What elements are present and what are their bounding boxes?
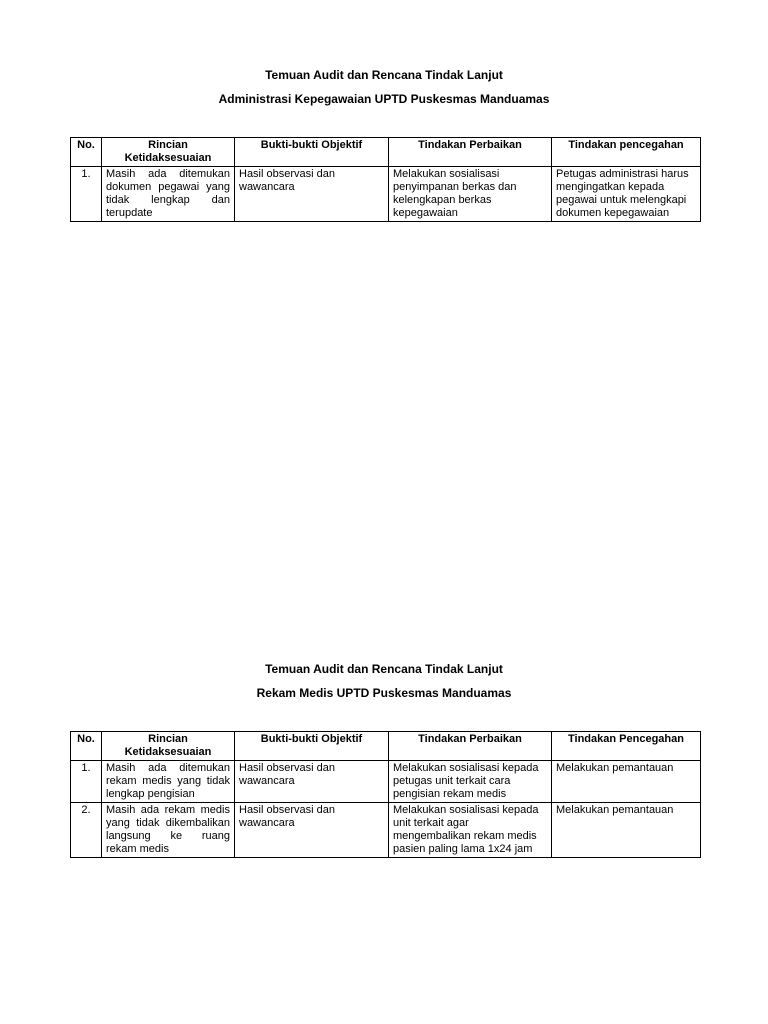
cell-no: 1.	[71, 167, 102, 222]
table-row	[71, 761, 701, 803]
table-header-row	[71, 732, 701, 761]
cell-bukti: Hasil observasi dan wawancara	[235, 803, 389, 858]
cell-perbaikan: Melakukan sosialisasi kepada petugas unit terkait cara pengisian rekam medis	[389, 761, 552, 803]
header-bukti: Bukti-bukti Objektif	[235, 138, 389, 167]
table-header-row	[71, 138, 701, 167]
header-bukti: Bukti-bukti Objektif	[235, 732, 389, 761]
cell-no: 1.	[71, 761, 102, 803]
cell-rincian: Masih ada ditemukan dokumen pegawai yang tidak lengkap dan terupdate	[102, 167, 235, 222]
table-row	[71, 803, 701, 858]
header-pencegahan: Tindakan pencegahan	[552, 138, 701, 167]
header-perbaikan: Tindakan Perbaikan	[389, 732, 552, 761]
cell-bukti: Hasil observasi dan wawancara	[235, 167, 389, 222]
header-rincian: Rincian Ketidaksesuaian	[102, 732, 235, 761]
audit-section-kepegawaian	[0, 68, 768, 219]
cell-perbaikan: Melakukan sosialisasi penyimpanan berkas dan kelengkapan berkas kepegawaian	[389, 167, 552, 222]
cell-rincian: Masih ada ditemukan rekam medis yang tidak lengkap pengisian	[102, 761, 235, 803]
audit-section-rekam-medis	[0, 662, 768, 855]
table-row	[71, 167, 701, 222]
cell-bukti: Hasil observasi dan wawancara	[235, 761, 389, 803]
header-rincian: Rincian Ketidaksesuaian	[102, 138, 235, 167]
section-title: Temuan Audit dan Rencana Tindak Lanjut	[265, 662, 503, 676]
header-perbaikan: Tindakan Perbaikan	[389, 138, 552, 167]
cell-pencegahan: Melakukan pemantauan	[552, 803, 701, 858]
audit-table	[70, 731, 701, 858]
section-subtitle: Rekam Medis UPTD Puskesmas Manduamas	[256, 686, 512, 700]
audit-table	[70, 137, 701, 222]
header-no: No.	[71, 732, 102, 761]
cell-perbaikan: Melakukan sosialisasi kepada unit terkait agar mengembalikan rekam medis pasien paling lama 1x24 jam	[389, 803, 552, 858]
cell-rincian: Masih ada rekam medis yang tidak dikembalikan langsung ke ruang rekam medis	[102, 803, 235, 858]
section-subtitle: Administrasi Kepegawaian UPTD Puskesmas Manduamas	[218, 92, 550, 106]
header-no: No.	[71, 138, 102, 167]
cell-no: 2.	[71, 803, 102, 858]
cell-pencegahan: Petugas administrasi harus mengingatkan kepada pegawai untuk melengkapi dokumen kepegawaian	[552, 167, 701, 222]
header-pencegahan: Tindakan Pencegahan	[552, 732, 701, 761]
cell-pencegahan: Melakukan pemantauan	[552, 761, 701, 803]
section-title: Temuan Audit dan Rencana Tindak Lanjut	[265, 68, 503, 82]
